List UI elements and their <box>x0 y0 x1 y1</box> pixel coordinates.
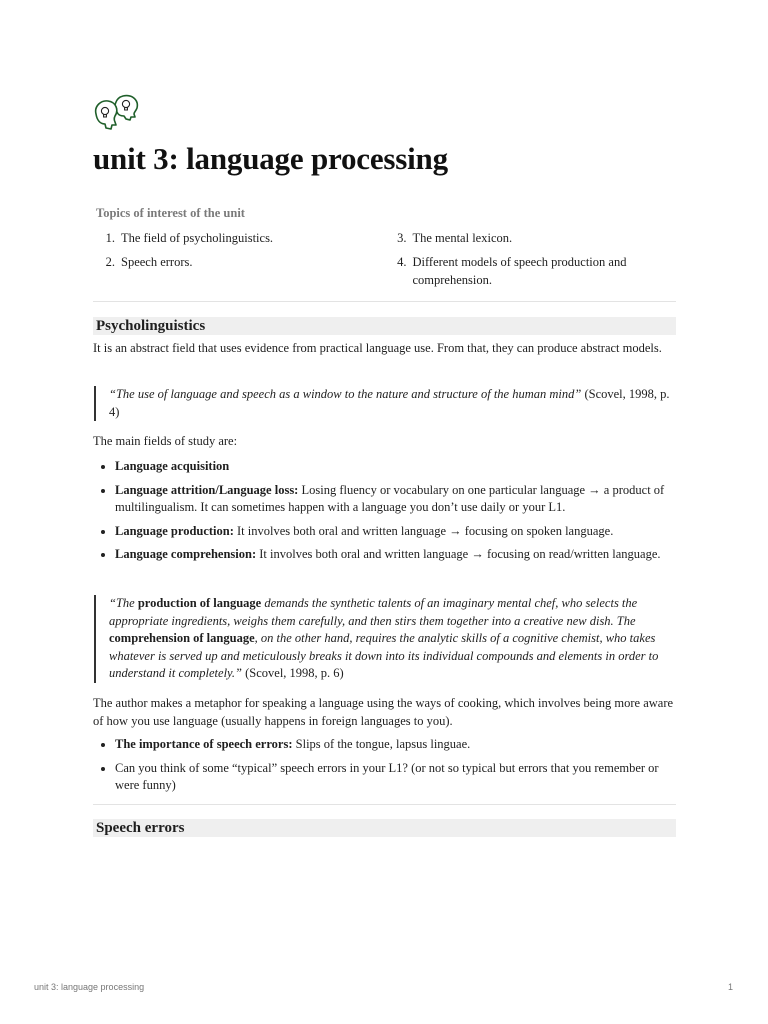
section-heading-speech-errors <box>93 819 676 837</box>
section-heading-text: Speech errors <box>96 820 185 836</box>
topic-item <box>93 254 385 272</box>
paragraph: The author makes a metaphor for speaking a language using the ways of cooking, which involves being more aware of how you use language (usually happens in foreign languages to you). <box>93 696 674 728</box>
list-item-term: Language production: <box>115 523 234 538</box>
quote-text: “The <box>109 596 138 610</box>
topic-text: Speech errors. <box>121 255 193 269</box>
list-item <box>93 736 676 754</box>
quote-emphasis: production of language <box>137 596 262 610</box>
quote-citation: (Scovel, 1998, p. 6) <box>241 666 344 680</box>
topics-heading: Topics of interest of the unit <box>96 206 245 220</box>
quote-text: demands the synthetic talents of an imaginary mental chef, who selects the appropriate ingredients, weighs them carefully, and then stirs them together into a creative new dish. The <box>109 596 638 628</box>
psycholinguistics-intro <box>93 340 676 358</box>
head-lightbulb-icon <box>93 86 141 132</box>
quote-block <box>93 386 676 421</box>
fields-list <box>93 458 676 570</box>
footer-title: unit 3: language processing <box>34 982 145 992</box>
speech-errors-list <box>93 736 676 801</box>
quote-text: “The use of language and speech as a window to the nature and structure of the human mind” <box>109 387 582 401</box>
topic-item <box>385 254 677 289</box>
paragraph: It is an abstract field that uses evidence from practical language use. From that, they can produce abstract models. <box>93 341 662 355</box>
quote-emphasis: comprehension of language <box>109 631 255 645</box>
list-item-term: The importance of speech errors: <box>115 737 293 751</box>
divider <box>93 301 676 302</box>
list-item-desc: It involves both oral and written language → focusing on spoken language. <box>233 523 614 538</box>
topic-number: 3. <box>397 230 407 245</box>
list-item-desc: Can you think of some “typical” speech errors in your L1? (or not so typical but errors that you remember or were funny) <box>115 760 659 792</box>
list-item-term: Language attrition/Language loss: <box>115 482 299 497</box>
quote-block <box>93 595 676 683</box>
list-item <box>93 523 676 541</box>
list-item-desc: It involves both oral and written language → focusing on read/written language. <box>256 547 661 561</box>
fields-intro <box>93 433 676 451</box>
list-item-desc: Losing fluency or vocabulary on one particular language → a product of multilingualism. It can sometimes happen with a language you don’t use daily or your L1. <box>115 482 665 514</box>
metaphor-paragraph <box>93 695 676 730</box>
section-heading-text: Psycholinguistics <box>96 318 206 334</box>
paragraph: The main fields of study are: <box>93 434 238 448</box>
list-item <box>93 546 676 564</box>
page-title: unit 3: language processing <box>93 141 448 176</box>
list-item-term: Language acquisition <box>115 459 230 473</box>
topics-box <box>93 205 676 296</box>
list-item-term: Language comprehension: <box>115 547 257 561</box>
quote-citation: (Scovel, 1998, p. 4) <box>109 387 670 419</box>
topic-item <box>93 230 385 248</box>
topic-number: 2. <box>105 255 115 269</box>
list-item <box>93 760 676 795</box>
topic-number: 4. <box>397 255 407 269</box>
topic-number: 1. <box>105 230 115 245</box>
list-item <box>93 458 676 476</box>
topic-item <box>385 230 677 248</box>
quote-text: , on the other hand, requires the analytic skills of a cognitive chemist, who takes whatever is served up and meticulously breaks it down into its individual compounds and elements in order to understand it completely.” <box>109 631 659 680</box>
topic-text: Different models of speech production and comprehension. <box>412 255 627 287</box>
topic-text: The field of psycholinguistics. <box>121 230 274 245</box>
divider <box>93 804 676 805</box>
list-item-desc: Slips of the tongue, lapsus linguae. <box>292 737 471 751</box>
section-heading-psycholinguistics <box>93 317 676 335</box>
topics-column-right <box>385 230 677 297</box>
topics-column-left <box>93 230 385 297</box>
topic-text: The mental lexicon. <box>412 230 513 245</box>
page-number: 1 <box>728 982 734 992</box>
list-item <box>93 482 676 517</box>
